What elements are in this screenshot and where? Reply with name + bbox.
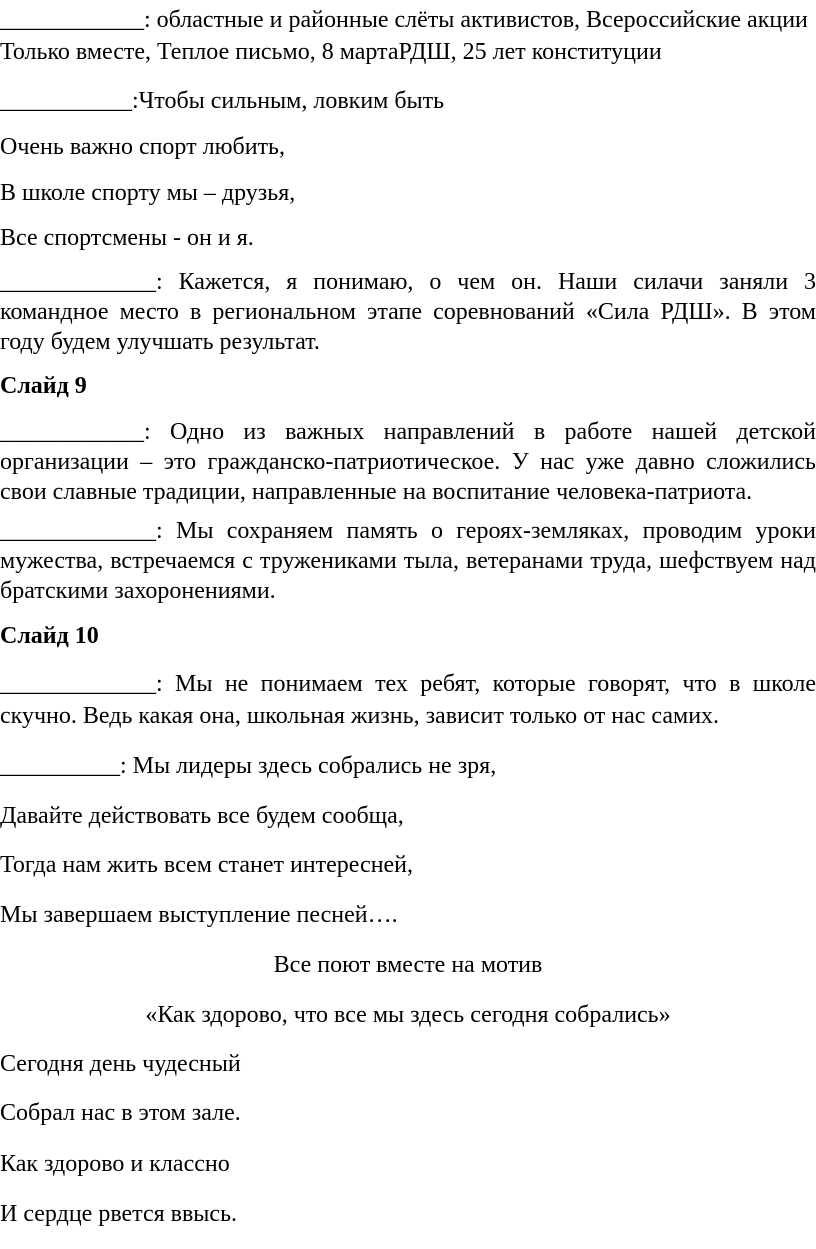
text-line: Как здорово и классно [0,1151,230,1177]
text-line: мужества, встречаемся с тружениками тыла, ветеранами труда, шефствуем над [0,548,816,574]
text-line: Все спортсмены - он и я. [0,225,254,251]
text-line: ___________:Чтобы сильным, ловким быть [0,88,445,114]
text-line: Тогда нам жить всем станет интересней, [0,852,414,878]
text-line: свои славные традиции, направленные на воспитание человека-патриота. [0,479,753,505]
text-line: году будем улучшать результат. [0,329,320,355]
song-title: «Как здорово, что все мы здесь сегодня собрались» [145,1002,671,1028]
song-intro: Все поют вместе на мотив [273,952,543,978]
text-line: организации – это гражданско-патриотическое. У нас уже давно сложились [0,449,816,475]
text-line: В школе спорту мы – друзья, [0,180,296,206]
text-line: _____________: Мы сохраняем память о героях-земляках, проводим уроки [0,518,816,544]
slide-heading: Слайд 9 [0,373,87,399]
text-line: Мы завершаем выступление песней…. [0,902,398,928]
text-line: __________: Мы лидеры здесь собрались не зря, [0,753,497,779]
text-line: ____________: Одно из важных направлений в работе нашей детской [0,419,816,445]
text-line: командное место в региональном этапе соревнований «Сила РДШ». В этом [0,299,816,325]
text-line: братскими захоронениями. [0,578,276,604]
text-line: Только вместе, Теплое письмо, 8 мартаРДШ, 25 лет конституции [0,39,662,65]
text-line: Давайте действовать все будем сообща, [0,803,404,829]
text-line: И сердце рвется ввысь. [0,1201,238,1227]
text-line: ____________: областные и районные слёты активистов, Всероссийские акции [0,7,808,33]
text-line: Сегодня день чудесный [0,1051,241,1077]
text-line: _____________: Мы не понимаем тех ребят, которые говорят, что в школе [0,671,816,697]
slide-heading: Слайд 10 [0,623,99,649]
text-line: скучно. Ведь какая она, школьная жизнь, зависит только от нас самих. [0,703,720,729]
text-line: Собрал нас в этом зале. [0,1100,241,1126]
text-line: Очень важно спорт любить, [0,134,285,160]
text-line: _____________: Кажется, я понимаю, о чем он. Наши силачи заняли 3 [0,269,816,295]
